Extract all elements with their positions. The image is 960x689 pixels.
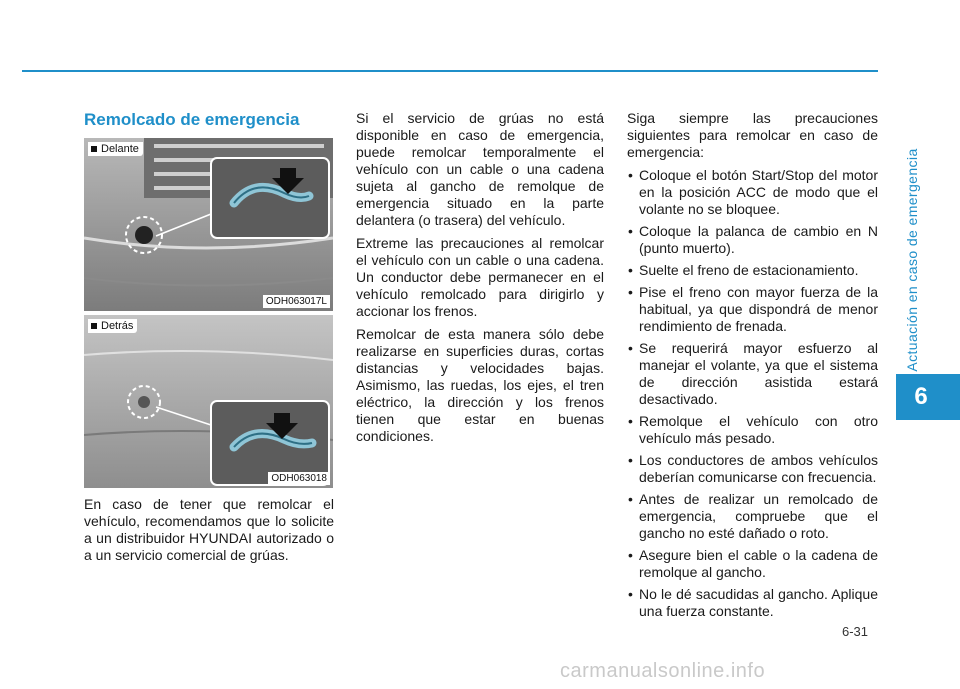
list-item: • Los conductores de ambos vehículos deberían comunicarse con frecuencia.: [627, 452, 878, 486]
figure-front-code: ODH063017L: [263, 295, 330, 308]
figure-rear-tow-hook: [84, 315, 333, 488]
list-item: • Coloque el botón Start/Stop del motor en la posición ACC de modo que el volante no se bloquee.: [627, 167, 878, 218]
figure-front-label: [88, 142, 143, 156]
paragraph: Extreme las precauciones al remolcar el vehículo con un cable o una cadena. Un conductor debe permanecer en el vehículo remolcado para dirigirlo y accionar los frenos.: [356, 235, 604, 319]
figure-front-tow-hook: [84, 138, 333, 311]
column-1-text: [84, 496, 334, 570]
front-bumper-illustration: [84, 138, 333, 311]
paragraph: Remolcar de esta manera sólo debe realizarse en superficies duras, cortas distancias y velocidades bajas. Asimismo, las ruedas, los ejes, el tren eléctrico, la dirección y los frenos tienen que estar en buenas condiciones.: [356, 326, 604, 444]
list-item: • Asegure bien el cable o la cadena de remolque al gancho.: [627, 547, 878, 581]
list-item: • Remolque el vehículo con otro vehículo más pesado.: [627, 413, 878, 447]
column-3-text: [627, 110, 878, 625]
watermark: carmanualsonline.info: [560, 660, 766, 682]
list-item: • Se requerirá mayor esfuerzo al manejar el volante, ya que el sistema de dirección asistida estará desactivado.: [627, 340, 878, 408]
paragraph: En caso de tener que remolcar el vehículo, recomendamos que lo solicite a un distribuidor HYUNDAI autorizado o a un servicio comercial de grúas.: [84, 496, 334, 563]
square-bullet-icon: [91, 323, 97, 329]
figure-rear-code: ODH063018: [268, 472, 330, 485]
section-heading: Remolcado de emergencia: [84, 110, 300, 129]
top-rule: [22, 70, 878, 72]
chapter-side-label-text: Actuación en caso de emergencia: [904, 148, 920, 372]
chapter-side-label: [895, 150, 929, 370]
list-item: • Suelte el freno de estacionamiento.: [627, 262, 878, 279]
paragraph: Si el servicio de grúas no está disponible en caso de emergencia, puede remolcar temporalmente el vehículo con un cable o una cadena sujeta al gancho de remolque de emergencia situado en la parte delantera (o trasera) del vehículo.: [356, 110, 604, 228]
precautions-list: [627, 167, 878, 620]
square-bullet-icon: [91, 146, 97, 152]
figure-front-tag-text: Delante: [101, 143, 139, 155]
list-item: • Pise el freno con mayor fuerza de la habitual, ya que dispondrá de menor rendimiento de frenada.: [627, 284, 878, 335]
chapter-tab: 6: [896, 374, 960, 420]
list-item: • Coloque la palanca de cambio en N (punto muerto).: [627, 223, 878, 257]
precautions-intro: Siga siempre las precauciones siguientes para remolcar en caso de emergencia:: [627, 110, 878, 160]
list-item: • No le dé sacudidas al gancho. Aplique una fuerza constante.: [627, 586, 878, 620]
rear-bumper-illustration: [84, 315, 333, 488]
list-item: • Antes de realizar un remolcado de emergencia, compruebe que el gancho no esté dañado o roto.: [627, 491, 878, 542]
column-2-text: [356, 110, 604, 451]
page-number: 6-31: [842, 624, 869, 639]
figure-rear-label: [88, 319, 137, 333]
figure-rear-tag-text: Detrás: [101, 320, 134, 332]
